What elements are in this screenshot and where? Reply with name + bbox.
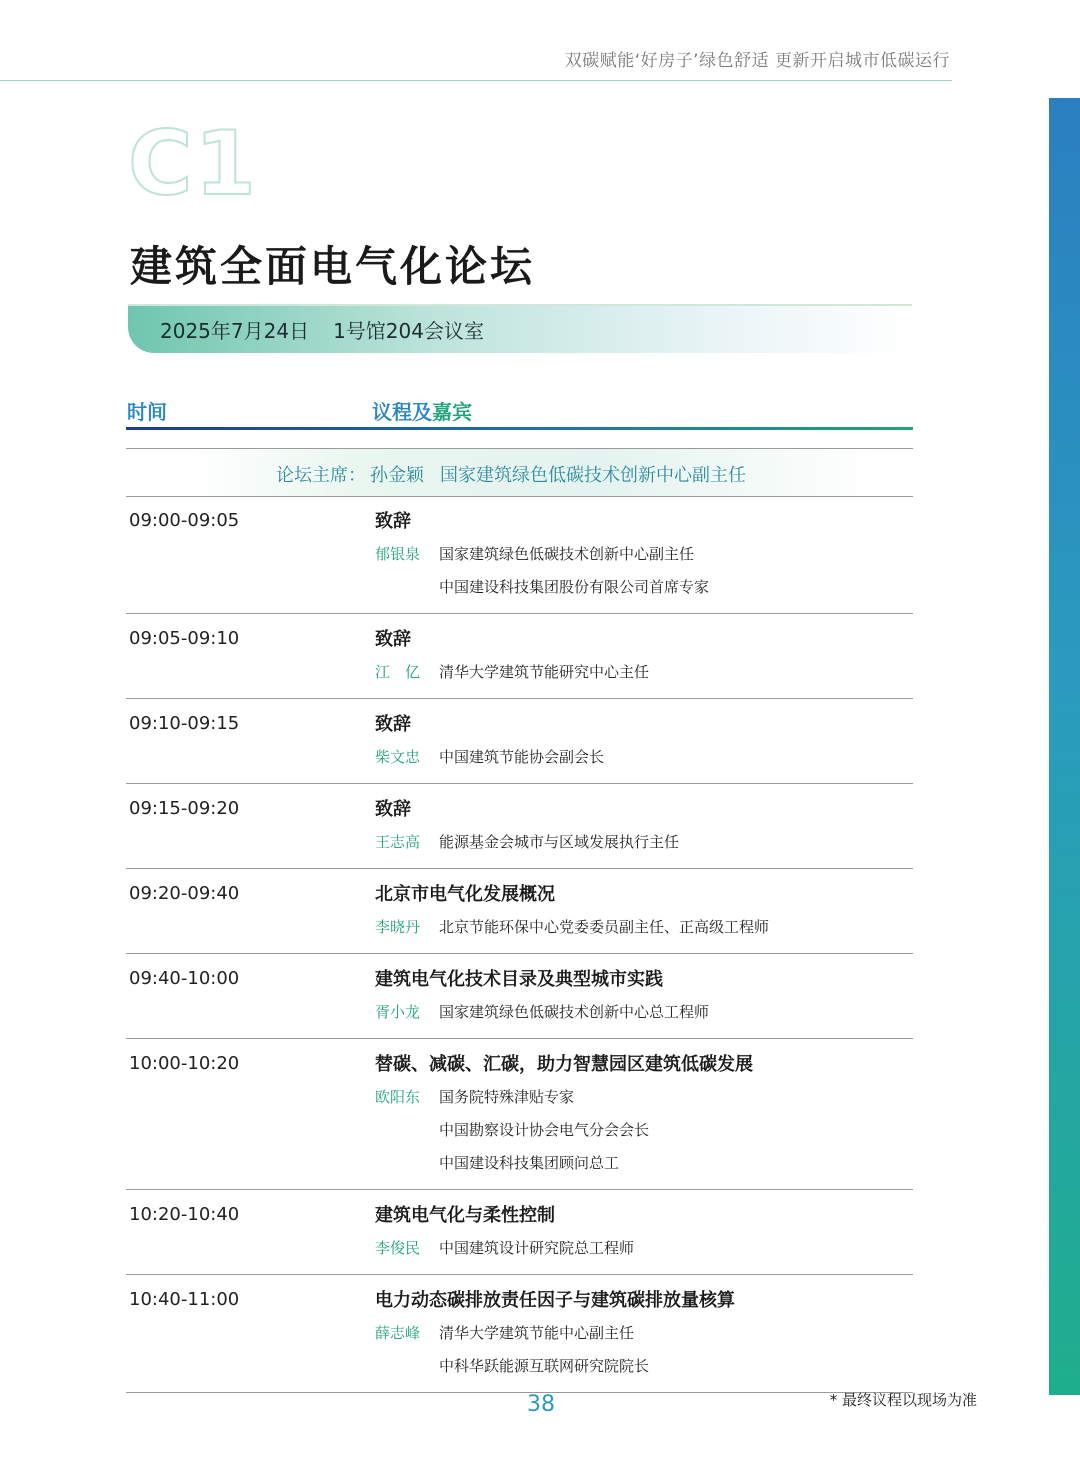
date-location-bar	[128, 304, 912, 353]
agenda-topic: 致辞	[375, 629, 411, 650]
speaker-title: 清华大学建筑节能研究中心主任	[439, 663, 650, 681]
column-header-time: 时间	[127, 400, 167, 424]
agenda-topic: 建筑电气化技术目录及典型城市实践	[375, 969, 663, 990]
agenda-topic: 建筑电气化与柔性控制	[375, 1205, 555, 1226]
agenda-row	[126, 954, 913, 1039]
chair-name: 孙金颖	[370, 465, 424, 486]
agenda-row	[126, 1039, 913, 1190]
agenda-time: 09:20-09:40	[129, 883, 240, 904]
speaker-title: 清华大学建筑节能中心副主任	[439, 1324, 635, 1342]
speaker-title: 国家建筑绿色低碳技术创新中心副主任	[439, 545, 695, 563]
event-room: 1号馆204会议室	[333, 319, 484, 343]
agenda-row	[126, 1275, 913, 1393]
column-header-agenda-part1: 议程及	[372, 400, 432, 424]
speaker-title: 中国建筑节能协会副会长	[439, 748, 605, 766]
agenda-row	[126, 869, 913, 954]
speaker-title: 国务院特殊津贴专家	[439, 1088, 575, 1106]
speaker-name: 郁银泉	[375, 545, 421, 563]
agenda-row	[126, 496, 913, 614]
speaker-name: 柴文忠	[375, 748, 421, 766]
chair-title: 国家建筑绿色低碳技术创新中心副主任	[440, 465, 746, 486]
event-date: 2025年7月24日	[160, 319, 310, 343]
speaker-name: 薛志峰	[375, 1324, 421, 1342]
speaker-name: 江 亿	[375, 663, 421, 681]
agenda-time: 10:20-10:40	[129, 1204, 240, 1225]
section-code: C1	[128, 112, 258, 215]
agenda-topic: 致辞	[375, 511, 411, 532]
agenda-row	[126, 614, 913, 699]
column-header-agenda-part2: 嘉宾	[432, 400, 472, 424]
speaker-title: 中国建筑设计研究院总工程师	[439, 1239, 635, 1257]
speaker-title: 能源基金会城市与区域发展执行主任	[439, 833, 680, 851]
header-rule	[126, 427, 913, 430]
page-number: 38	[527, 1392, 555, 1417]
header-divider	[0, 80, 952, 81]
agenda-topic: 致辞	[375, 799, 411, 820]
speaker-name: 王志高	[375, 833, 421, 851]
speaker-title: 中国勘察设计协会电气分会会长	[439, 1121, 650, 1139]
agenda-row	[126, 699, 913, 784]
speaker-title: 中国建设科技集团顾问总工	[439, 1154, 620, 1172]
speaker-name: 李晓丹	[375, 918, 421, 936]
agenda-topic: 北京市电气化发展概况	[375, 884, 555, 905]
forum-chair-row	[126, 448, 913, 497]
speaker-name: 欧阳东	[375, 1088, 421, 1106]
agenda-time: 09:15-09:20	[129, 798, 240, 819]
agenda-time: 09:00-09:05	[129, 510, 240, 531]
chair-label: 论坛主席：	[276, 465, 366, 486]
agenda-row	[126, 1190, 913, 1275]
speaker-title: 国家建筑绿色低碳技术创新中心总工程师	[439, 1003, 710, 1021]
agenda-time: 10:40-11:00	[129, 1289, 240, 1310]
header-slogan: 双碳赋能‘好房子’绿色舒适 更新开启城市低碳运行	[564, 51, 950, 71]
agenda-row	[126, 784, 913, 869]
speaker-name: 李俊民	[375, 1239, 421, 1257]
agenda-time: 09:05-09:10	[129, 628, 240, 649]
page-title: 建筑全面电气化论坛	[130, 242, 536, 291]
agenda-topic: 致辞	[375, 714, 411, 735]
agenda-table	[126, 496, 913, 1393]
agenda-time: 09:40-10:00	[129, 968, 240, 989]
agenda-time: 10:00-10:20	[129, 1053, 240, 1074]
side-accent-bar	[1049, 98, 1080, 1395]
column-header-agenda	[372, 396, 472, 425]
speaker-title: 中科华跃能源互联网研究院院长	[439, 1357, 650, 1375]
agenda-topic: 替碳、减碳、汇碳，助力智慧园区建筑低碳发展	[375, 1054, 753, 1075]
agenda-topic: 电力动态碳排放责任因子与建筑碳排放量核算	[375, 1290, 735, 1311]
speaker-title: 中国建设科技集团股份有限公司首席专家	[439, 578, 710, 596]
speaker-name: 胥小龙	[375, 1003, 421, 1021]
agenda-time: 09:10-09:15	[129, 713, 240, 734]
speaker-title: 北京节能环保中心党委委员副主任、正高级工程师	[439, 918, 770, 936]
footnote: * 最终议程以现场为准	[829, 1391, 977, 1409]
